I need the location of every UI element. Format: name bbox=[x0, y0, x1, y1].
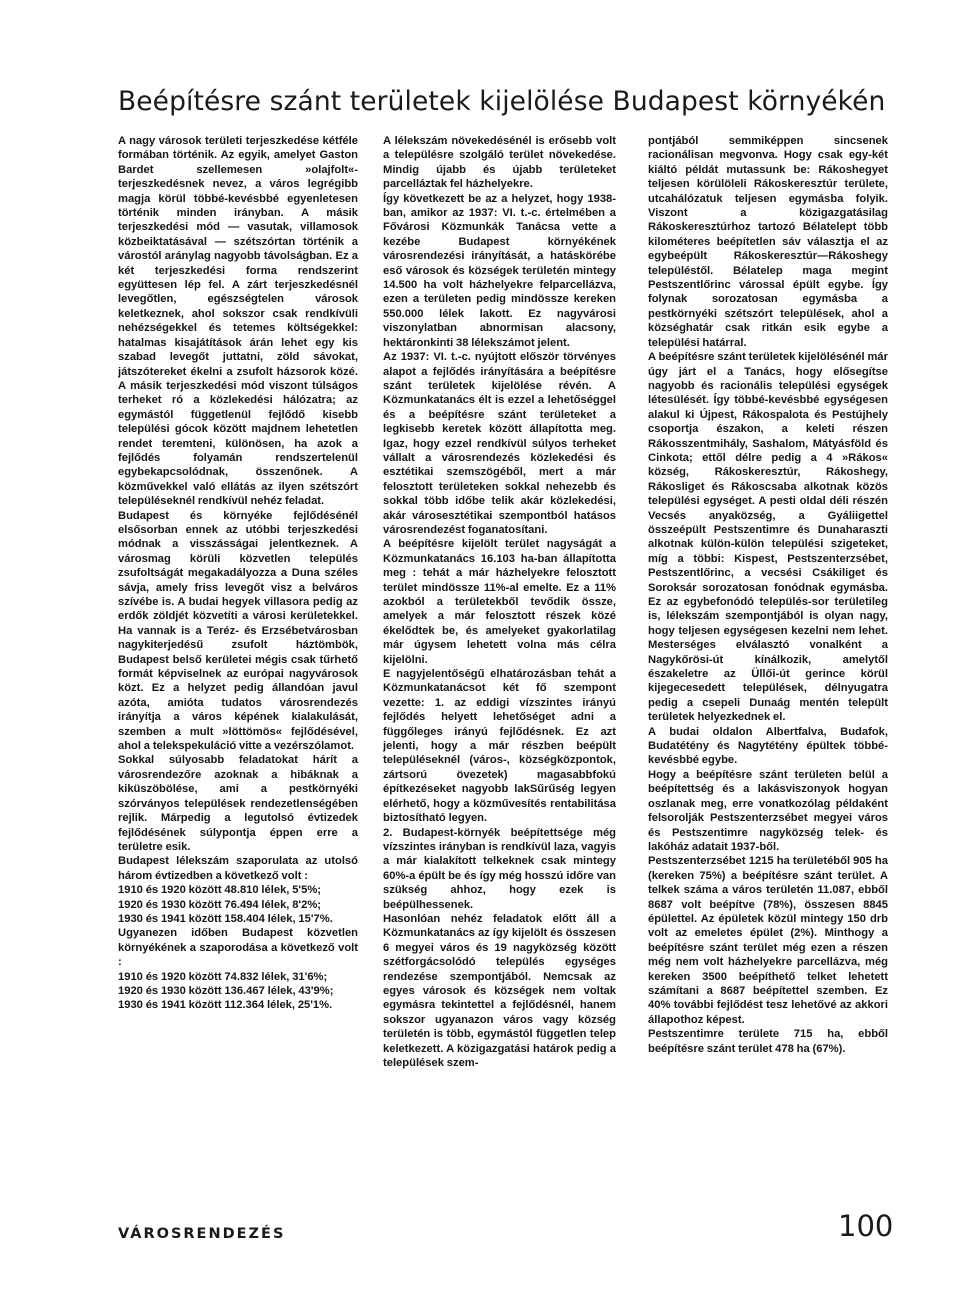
paragraph: A beépítésre szánt területek kijelölésénél már úgy járt el a Tanács, hogy elősegítse nagyobb és racionális települési egységek létesülését. Így többé-kevésbbé egységesen alakul ki Újpest, Rákospalota és Pestújhely csoportja északon, a keleti részen Rákosszentmihály, Sashalom, Mátyásföld és Cinkota; ettől délre pedig a 4 »Rákos« község, Rákoskeresztúr, Rákoshegy, Rákosliget és Rákoscsaba alkotnak közös települési egységet. A pesti oldal déli részén Vecsés anyaközség, a Gyáliigettel összeépült Pestszentimre és Dunaharaszti alkotnak külön-külön települési szigeteket, míg a többi: Kispest, Pestszenterzsébet, Pestszentlőrinc, a vecsési Csákiliget és Soroksár sorozatosan fonódnak egymásba. Ez az egybefonódó település-sor területileg is, lélekszám szempontjából is olyan nagy, hogy teljesen egységesen kezelni nem lehet. Mesterséges elválasztó vonalként a Nagykőrösi-út kínálkozik, amelytől északeletre az Üllői-út gerince körül kijegecesedett települések, délnyugatra pedig a csepeli Dunaág mentén települt területek helyezkednek el. bbox=[648, 351, 888, 724]
text-column-3 bbox=[648, 134, 888, 1174]
statistics-line: 1920 és 1930 között 76.494 lélek, 8'2%; bbox=[118, 898, 321, 911]
page-title: Beépítésre szánt területek kijelölése Budapest környékén bbox=[118, 86, 886, 117]
statistics-line: 1920 és 1930 között 136.467 lélek, 43'9%; bbox=[118, 984, 334, 997]
paragraph: Pestszentimre területe 715 ha, ebből beépítésre szánt terület 478 ha (67%). bbox=[648, 1028, 888, 1055]
paragraph: A nagy városok területi terjeszkedése kétféle formában történik. Az egyik, amelyet Gaston Bardet szellemesen »olajfolt«-terjeszkedésnek nevez, a város legrégibb magja körül többé-kevésbbé egyenletesen történik minden irányban. A másik terjeszkedési mód — vasutak, villamosok közbeiktatásával — szétszórtan történik a várostól aránylag nagyobb távolságban. Ez a két terjeszkedési forma rendszerint együttesen lép fel. A zárt terjeszkedésnél levegőtlen, egészségtelen városok keletkeznek, ahol sokszor csak rendkívüli nehézségekkel és tetemes költségekkel: hatalmas kisajátítások árán lehet egy kis szabad levegőt juttatni, zöld sávokat, játszótereket ékelni a zsufolt házsorok közé. A másik terjeszkedési mód viszont túlságos terheket ró a közlekedési hálózatra; az egymástól függetlenül fejlődő kisebb települési gócok között majdnem lehetetlen rendet teremteni, különösen, ha azok a fejlődés folyamán rendszertelenül egybekapcsolódnak, összenőnek. A közművekkel való ellátás az ilyen szétszórt településeknél rendkívül nehéz feladat. bbox=[118, 135, 358, 508]
paragraph: E nagyjelentőségű elhatározásban tehát a Közmunkatanácsot két fő szempont vezette: 1. az eddigi vízszintes irányú fejlődés helyett lehetőséget adni a függőleges irányú fejlődésnek. Ez azt jelenti, hogy a már részben beépült településeknél (város-, községközpontok, zártsorú övezetek) magasabbfokú építkezéseket nagyobb lakSűrűség legyen elérhető, hogy a közművesítés rentabilitása biztosítható legyen. bbox=[383, 668, 616, 825]
paragraph: Sokkal súlyosabb feladatokat hárít a városrendezőre azoknak a hibáknak a kiküszöbölése, ami a pestkörnyéki szórványos települések rendezetlenségében rejlik. Márpedig a legutolsó évtizedek fejlődésének súlypontja éppen erre a területre esik. bbox=[118, 754, 358, 853]
paragraph: Budapest lélekszám szaporulata az utolsó három évtizedben a következő volt : bbox=[118, 855, 358, 882]
paragraph: A beépítésre kijelölt terület nagyságát a Közmunkatanács 16.103 ha-ban állapította meg : tehát a már házhelyekre felosztott terület mindössze 11%-al emelte. Ez a 11% azokból a területekből tevődik össze, amelyek a már felosztott részek közé ékelődtek be, és amelyeket gyakorlatilag már úgysem lehetett volna más célra kijelölni. bbox=[383, 538, 616, 666]
paragraph: Az 1937: VI. t.-c. nyújtott először törvényes alapot a fejlődés irányítására a beépítésre szánt területek kijelölése révén. A Közmunkatanács élt is ezzel a lehetőséggel és a beépítésre szánt területeket a legkisebb keretek között állapította meg. Igaz, hogy ezzel rendkívül súlyos terheket vállalt a városrendezés közlekedési és esztétikai szemszögéből, mert a már felosztott területeken sokkal nehezebb és sokkal több időbe telik akár közlekedési, akár városesztétikai szempontból hatásos városrendezést foganatosítani. bbox=[383, 351, 616, 536]
statistics-line: 1910 és 1920 között 74.832 lélek, 31'6%; bbox=[118, 970, 328, 983]
page-number: 100 bbox=[838, 1209, 894, 1243]
paragraph: Hogy a beépítésre szánt területen belül a beépítettség és a lakásviszonyok hogyan oszlanak meg, erre vonatkozólag példaként felsorolják Pestszenterzsébet megyei város és Pestszentimre nagyközség telek- és lakóház adatait 1937-ből. bbox=[648, 768, 888, 853]
paragraph: A lélekszám növekedésénél is erősebb volt a településre szolgáló terület növekedése. Mindig újabb és újabb területeket parcelláztak fel házhelyekre. bbox=[383, 135, 616, 191]
paragraph: Ugyanezen időben Budapest közvetlen környékének a szaporodása a következő volt : bbox=[118, 927, 358, 969]
statistics-line: 1930 és 1941 között 112.364 lélek, 25'1%. bbox=[118, 999, 333, 1012]
statistics-line: 1910 és 1920 között 48.810 lélek, 5'5%; bbox=[118, 884, 321, 897]
statistics-line: 1930 és 1941 között 158.404 lélek, 15'7%. bbox=[118, 912, 333, 925]
paragraph: 2. Budapest-környék beépítettsége még vízszintes irányban is rendkívül laza, vagyis a már kialakított telkeknek csak mintegy 60%-a épült be és így még hosszú időre van szükség ahhoz, hogy ezek is beépülhessenek. bbox=[383, 826, 616, 911]
paragraph: pontjából semmiképpen sincsenek racionálisan megvonva. Hogy csak egy-két kiáltó példát mutassunk be: Rákoshegyet teljesen körülöleli Rákoskeresztúr területe, utcahálózatuk teljesen egymásba folyik. Viszont a közigazgatásilag Rákoskeresztúrhoz tartozó Bélatelept több kilométeres beépítetlen sáv választja el az egybeépült Rákoskeresztúr—Rákoshegy településtől. Bélatelep maga megint Pestszentlőrinc várossal épült egybe. Így folynak sorozatosan egymásba a pestkörnyéki szétszórt települések, ahol a községhatár csak ritkán esik egybe a települési határral. bbox=[648, 135, 888, 349]
paragraph: Hasonlóan nehéz feladatok előtt áll a Közmunkatanács az így kijelölt és összesen 6 megyei város és 19 nagyközség között szétforgácsolódó település egységes rendezése szempontjából. Nemcsak az egyes városok és községek nem voltak egymásra tekintettel a fejlődésnél, hanem sokszor ugyanazon város vagy község területén is több, egymástól független telep keletkezett. A közigazgatási határok pedig a települések szem- bbox=[383, 912, 616, 1069]
paragraph: Pestszenterzsébet 1215 ha területéből 905 ha (kereken 75%) a beépítésre szánt terület. A telkek száma a város területén 11.087, ebből 8687 volt beépítve (78%), összesen 8845 épülettel. Az épületek közül mintegy 150 drb volt az emeletes épület (2%). Minthogy a beépítésre szánt terület még ezen a részen még nem volt házhelyekre parcellázva, még kereken 3500 beépíthető telket lehetett számítani a 8687 beépítettel szemben. Ez 40% további fejlődést tesz lehetővé az akkori állapothoz képest. bbox=[648, 855, 888, 1026]
paragraph: A budai oldalon Albertfalva, Budafok, Budatétény és Nagytétény épültek többé-kevésbbé egybe. bbox=[648, 725, 888, 767]
text-column-1 bbox=[118, 134, 358, 1174]
footer-label: VÁROSRENDEZÉS bbox=[118, 1226, 286, 1242]
text-column-2 bbox=[383, 134, 616, 1174]
paragraph: Így következett be az a helyzet, hogy 1938-ban, amikor az 1937: VI. t.-c. értelmében a Fővárosi Közmunkák Tanácsa vette a kezébe Budapest környékének városrendezési irányítását, a hatáskörébe eső városok és községek területén mintegy 14.500 ha volt házhelyekre felparcellázva, ezen a területen pedig mindössze kereken 550.000 lélek lakott. Ez nagyvárosi viszonylatban abnormisan alacsony, hektáronkinti 38 lélekszámot jelent. bbox=[383, 192, 616, 349]
paragraph: Budapest és környéke fejlődésénél elsősorban ennek az utóbbi terjeszkedési módnak a visszásságai jelentkeznek. A városmag körüli közvetlen település zsufoltságát megakadályozza a Duna széles sávja, amely friss levegőt visz a belváros szívébe is. A budai hegyek villasora pedig az erdők zöldjét közvetíti a városi kerületekkel. Ha vannak is a Teréz- és Erzsébetvárosban nagykiterjedésű zsufolt háztömbök, Budapest belső kerületei mégis csak tűrhető formát képviselnek az európai nagyvárosok közt. Ez a helyzet pedig állandóan javul azóta, amióta tudatos városrendezés irányítja a város képének kialakulását, szemben a mult »löttömös« fejlődésével, ahol a telekspekuláció vitte a vezérszólamot. bbox=[118, 509, 358, 753]
